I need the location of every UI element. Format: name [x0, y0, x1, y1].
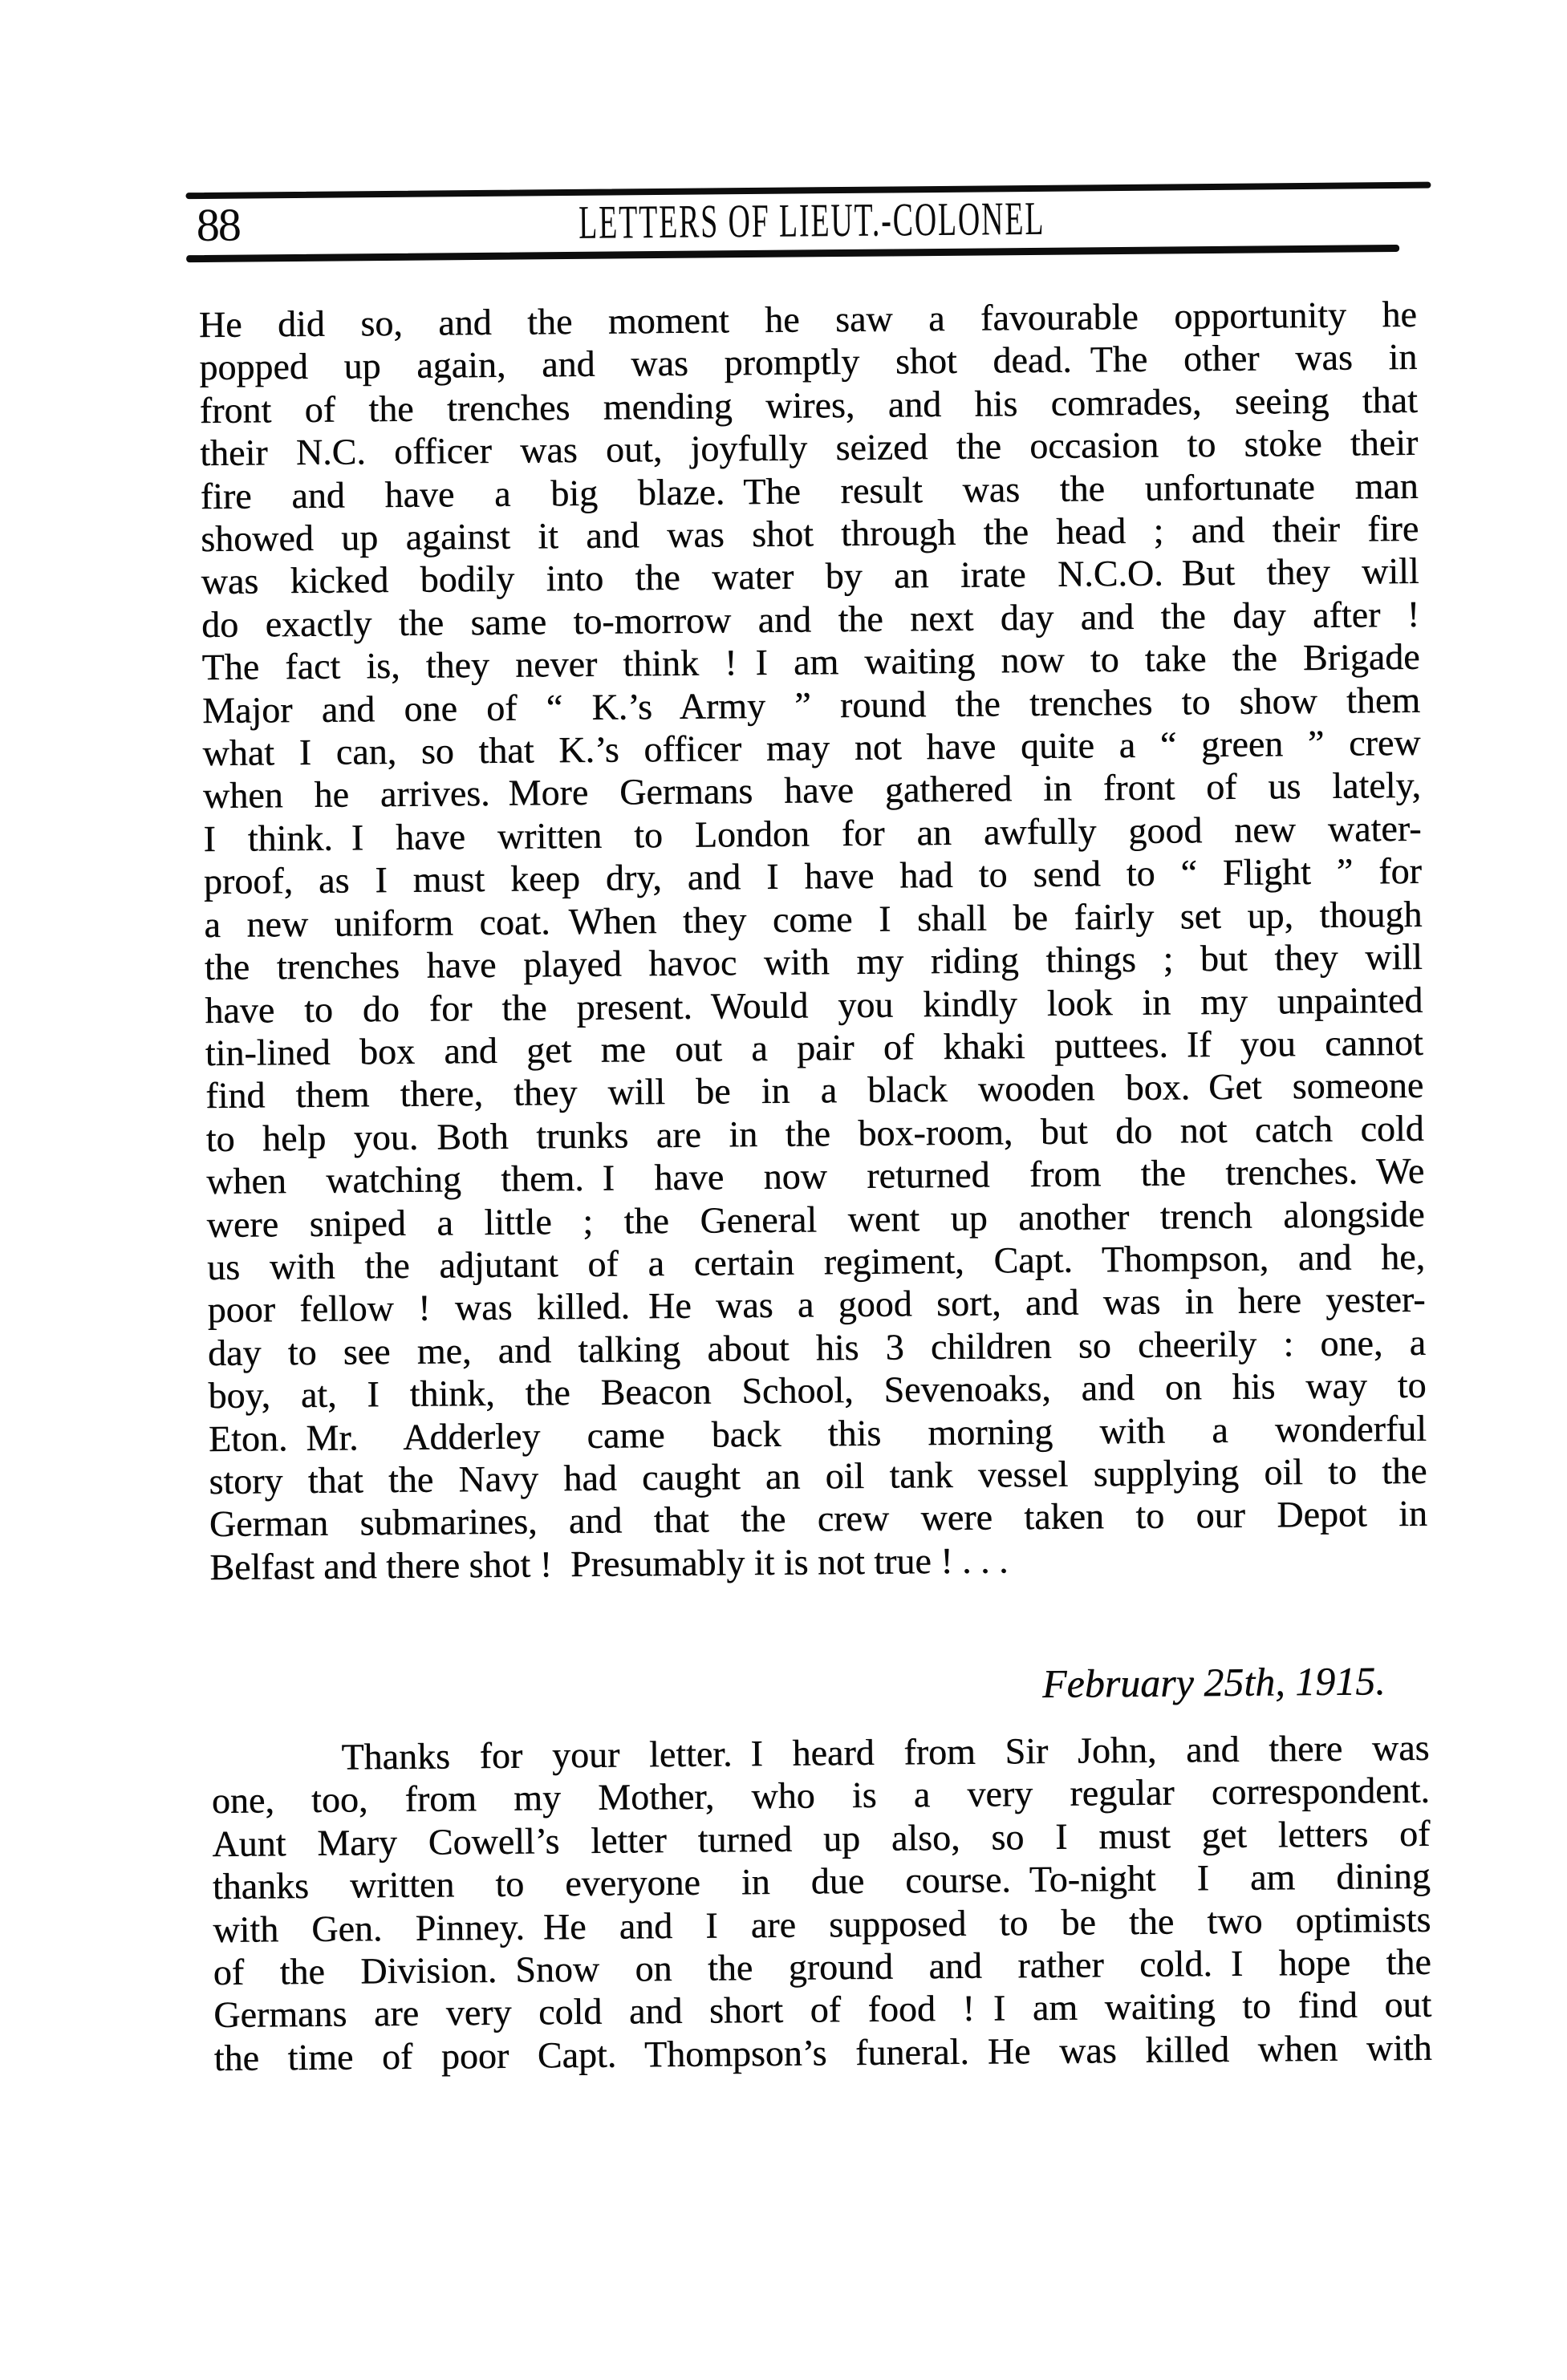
text-line: story that the Navy had caught an oil tank vessel supplying oil to the — [209, 1449, 1427, 1502]
text-line: I think. I have written to London for an awfully good new water- — [203, 807, 1422, 859]
text-line: Aunt Mary Cowell’s letter turned up also, so I must get letters of — [212, 1812, 1431, 1864]
text-line: proof, as I must keep dry, and I have had to send to “ Flight ” for — [203, 850, 1423, 902]
text-line: us with the adjutant of a certain regiment, Capt. Thompson, and he, — [206, 1235, 1426, 1287]
text-line: have to do for the present. Would you kindly look in my unpainted — [205, 979, 1423, 1031]
text-line: He did so, and the moment he saw a favourable opportunity he — [198, 293, 1418, 346]
text-line: popped up again, and was promptly shot dead. The other was in — [199, 336, 1418, 388]
text-line: German submarines, and that the crew were taken to our Depot in — [209, 1493, 1428, 1545]
letter-paragraph-1 — [199, 293, 1428, 1588]
text-line: find them there, they will be in a black wooden box. Get someone — [205, 1064, 1424, 1117]
text-line: Germans are very cold and short of food ! I am waiting to find out — [213, 1984, 1432, 2036]
text-line: Thanks for your letter. I heard from Sir John, and there was — [341, 1726, 1430, 1778]
text-line: do exactly the same to-morrow and the next day and the day after ! — [201, 593, 1420, 645]
text-line: The fact is, they never think ! I am waiting now to take the Brigade — [201, 636, 1420, 688]
running-title: LETTERS OF LIEUT.-COLONEL — [578, 191, 1045, 249]
text-line: showed up against it and was shot through the head ; and their fire — [200, 507, 1419, 560]
text-line: when watching them. I have now returned from the trenches. We — [205, 1149, 1425, 1202]
text-line: was kicked bodily into the water by an irate N.C.O. But they will — [201, 550, 1419, 602]
text-line: the time of poor Capt. Thompson’s funeral. He was killed when with — [213, 2026, 1432, 2078]
text-line: what I can, so that K.’s officer may not have quite a “ green ” crew — [202, 721, 1421, 774]
text-line: Major and one of “ K.’s Army ” round the trenches to show them — [201, 679, 1421, 731]
text-line: when he arrives. More Germans have gathered in front of us lately, — [202, 764, 1422, 817]
text-line: to help you. Both trunks are in the box-room, but do not catch cold — [205, 1107, 1424, 1159]
text-line: boy, at, I think, the Beacon School, Sevenoaks, and on his way to — [208, 1364, 1427, 1417]
text-line: fire and have a big blaze. The result was the unfortunate man — [200, 464, 1419, 517]
text-line: thanks written to everyone in due course. To-night I am dining — [212, 1855, 1431, 1908]
text-line: Belfast and there shot ! Presumably it is not true ! . . . — [209, 1539, 1009, 1587]
text-line: one, too, from my Mother, who is a very regular correspondent. — [211, 1770, 1431, 1822]
page-number: 88 — [196, 198, 241, 252]
text-line: Eton. Mr. Adderley came back this morning with a wonderful — [208, 1407, 1427, 1459]
letter-paragraph-2 — [211, 1726, 1432, 2079]
text-line: a new uniform coat. When they come I shall be fairly set up, though — [204, 893, 1423, 945]
text-line: poor fellow ! was killed. He was a good sort, and was in here yester- — [207, 1279, 1426, 1331]
header-rule-bottom — [186, 245, 1399, 262]
text-line: front of the trenches mending wires, and his comrades, seeing that — [199, 379, 1418, 431]
text-line: with Gen. Pinney. He and I are supposed to be the two optimists — [213, 1898, 1431, 1950]
text-line: day to see me, and talking about his 3 children so cheerily : one, a — [207, 1321, 1427, 1373]
text-line: their N.C. officer was out, joyfully seized the occasion to stoke their — [200, 421, 1419, 474]
text-line: the trenches have played havoc with my riding things ; but they will — [204, 935, 1423, 988]
text-line: tin-lined box and get me out a pair of khaki puttees. If you cannot — [205, 1021, 1423, 1073]
text-line: were sniped a little ; the General went up another trench alongside — [206, 1193, 1425, 1245]
letter-dateline: February 25th, 1915. — [1041, 1658, 1386, 1706]
text-line: of the Division. Snow on the ground and rather cold. I hope the — [213, 1940, 1431, 1993]
